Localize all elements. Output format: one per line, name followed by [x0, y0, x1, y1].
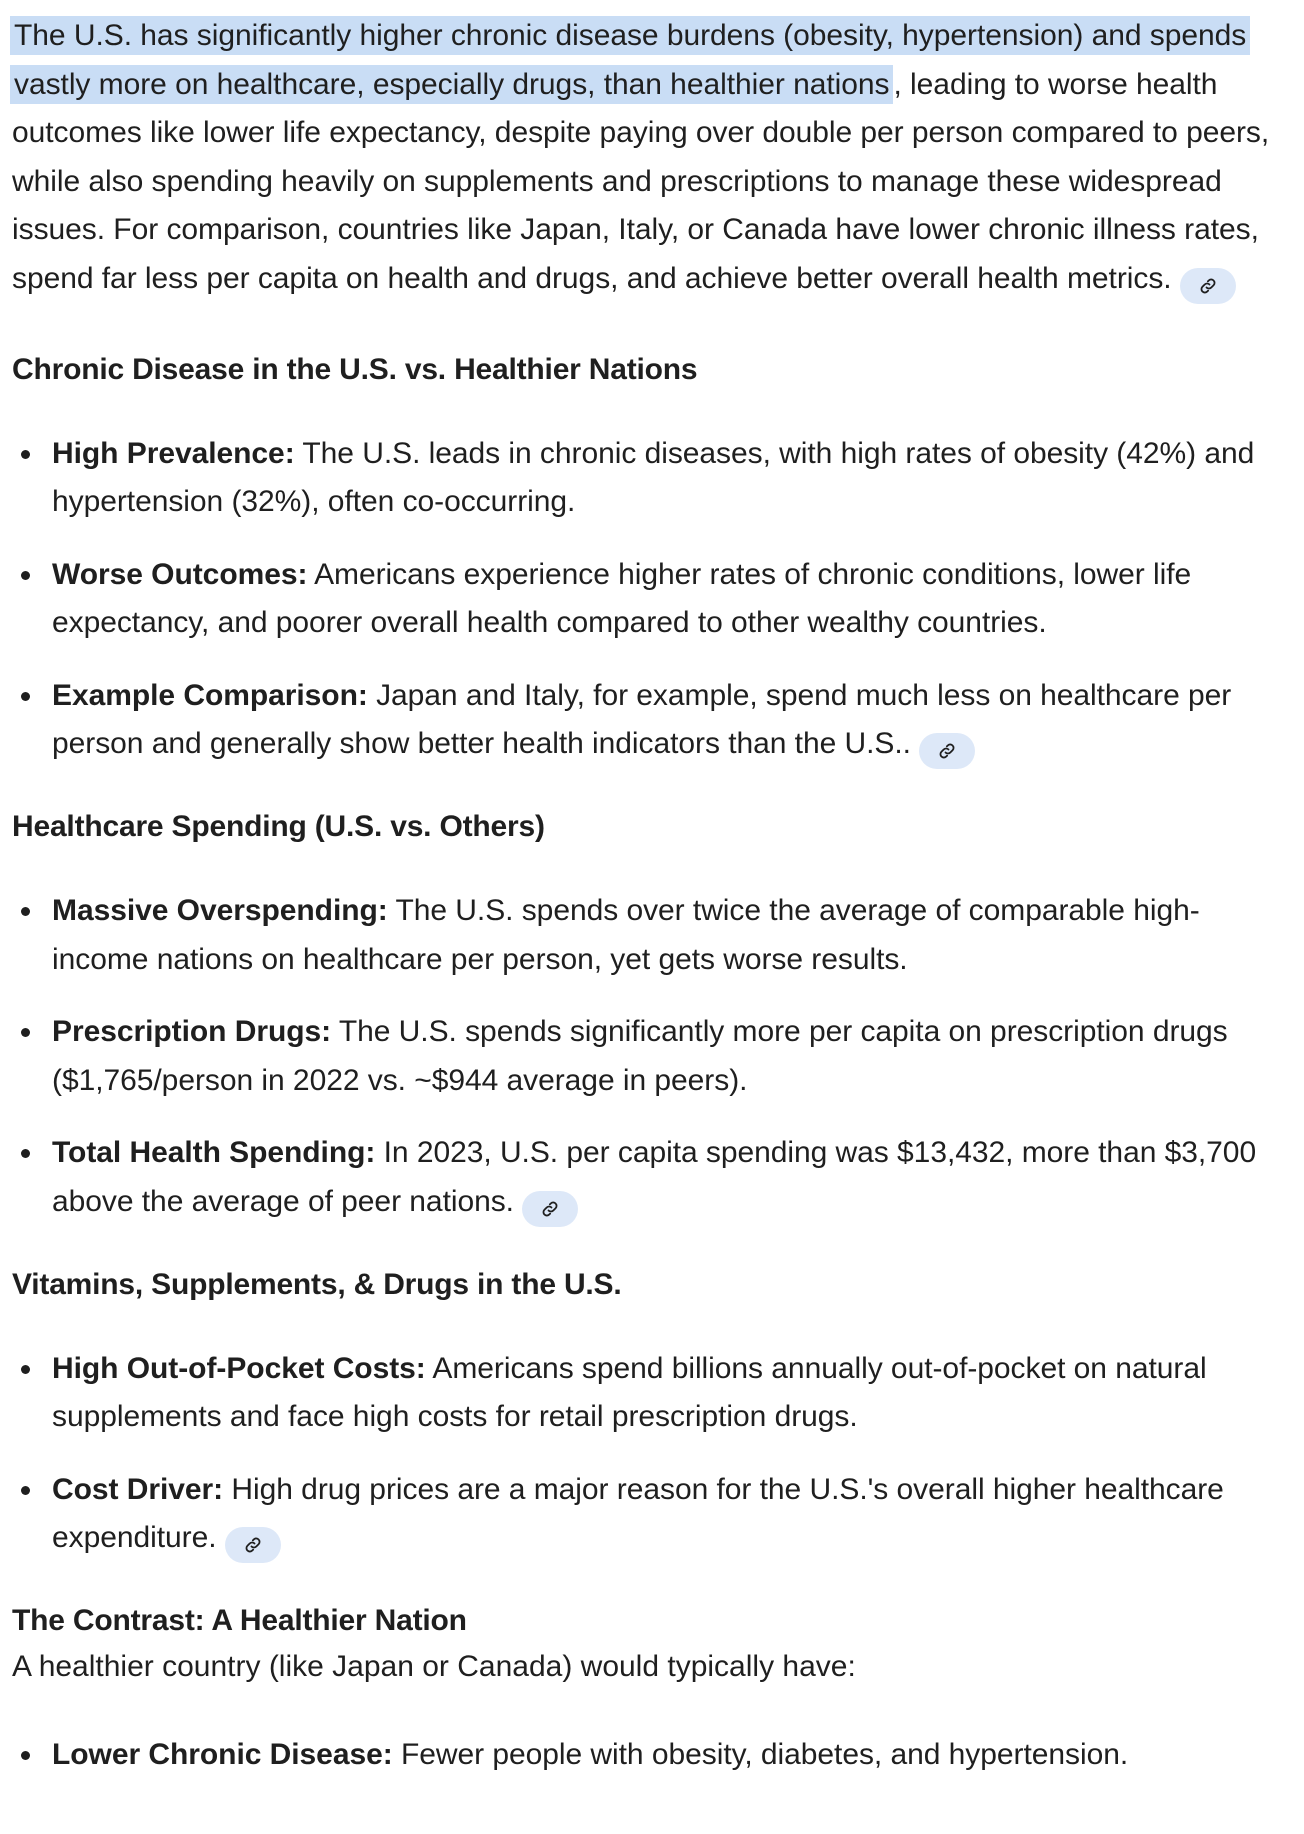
section-lead: A healthier country (like Japan or Canada) would typically have: [12, 1650, 856, 1683]
link-icon [1199, 277, 1217, 295]
bullet-dot [21, 450, 30, 459]
item-text: Fewer people with obesity, diabetes, and hypertension. [392, 1738, 1129, 1771]
citation-link-button[interactable] [522, 1191, 578, 1227]
bullet-dot [21, 1028, 30, 1037]
item-text: The U.S. leads in chronic diseases, with high rates of obesity (42%) and hypertension (32%), often co-occurring. [52, 436, 1255, 518]
item-term: Prescription Drugs: [52, 1015, 332, 1048]
bullet-dot [21, 1751, 30, 1760]
item-text: Japan and Italy, for example, spend much less on healthcare per person and generally show better health indicators than the U.S.. [52, 678, 1232, 760]
link-icon [244, 1536, 262, 1554]
item-term: High Prevalence: [52, 436, 295, 470]
item-text: The U.S. spends over twice the average of comparable high-income nations on healthcare per person, yet gets worse results. [52, 894, 1200, 976]
item-term: Worse Outcomes: [52, 557, 308, 591]
list-item [52, 1466, 1284, 1564]
bullet-dot [21, 1149, 30, 1158]
section-heading: Chronic Disease in the U.S. vs. Healthier Nations [12, 352, 698, 386]
link-icon [541, 1200, 559, 1218]
section-heading: Healthcare Spending (U.S. vs. Others) [12, 810, 545, 843]
section-heading: Vitamins, Supplements, & Drugs in the U.S. [12, 1267, 622, 1301]
list-item [52, 887, 1284, 984]
bullet-list [12, 887, 1284, 1227]
item-term: Lower Chronic Disease: [52, 1738, 393, 1771]
citation-link-button[interactable] [919, 733, 975, 769]
list-item [52, 1129, 1284, 1227]
bullet-dot [21, 1486, 30, 1495]
item-text: Americans experience higher rates of chronic conditions, lower life expectancy, and poorer overall health compared to other wealthy countries. [52, 557, 1192, 639]
section-heading: The Contrast: A Healthier Nation [12, 1604, 467, 1637]
intro-paragraph [12, 12, 1284, 304]
bullet-list [12, 1345, 1284, 1564]
item-text: In 2023, U.S. per capita spending was $13,432, more than $3,700 above the average of peer nations. [52, 1136, 1257, 1218]
item-term: Total Health Spending: [52, 1136, 376, 1169]
item-text: High drug prices are a major reason for the U.S.'s overall higher healthcare expenditure. [52, 1472, 1224, 1554]
link-icon [938, 742, 956, 760]
selected-text[interactable]: The U.S. has significantly higher chronic disease burdens (obesity, hypertension) and spends vastly more on healthcare, especially drugs, than healthier nations [10, 16, 1250, 104]
bullet-list [12, 1731, 1284, 1780]
bullet-dot [21, 1365, 30, 1374]
bullet-list [12, 430, 1284, 770]
citation-link-button[interactable] [225, 1527, 281, 1563]
bullet-dot [21, 692, 30, 701]
item-term: Cost Driver: [52, 1472, 224, 1506]
intro-text: , leading to worse health outcomes like lower life expectancy, despite paying over double per person compared to peers, while also spending heavily on supplements and prescriptions to manage these widespread issues. For comparison, countries like Japan, Italy, or Canada have lower chronic illness rates, spend far less per capita on health and drugs, and achieve better overall health metrics. [12, 67, 1270, 295]
list-item [52, 1008, 1284, 1105]
list-item [52, 1345, 1284, 1442]
bullet-dot [21, 571, 30, 580]
list-item [52, 672, 1284, 770]
item-text: Americans spend billions annually out-of-pocket on natural supplements and face high costs for retail prescription drugs. [52, 1351, 1207, 1433]
bullet-dot [21, 907, 30, 916]
item-term: Example Comparison: [52, 678, 368, 712]
item-term: Massive Overspending: [52, 894, 388, 927]
item-text: The U.S. spends significantly more per capita on prescription drugs ($1,765/person in 2022 vs. ~$944 average in peers). [52, 1015, 1228, 1097]
list-item [52, 1731, 1284, 1780]
item-term: High Out-of-Pocket Costs: [52, 1351, 426, 1385]
list-item [52, 430, 1284, 527]
list-item [52, 551, 1284, 648]
citation-link-button[interactable] [1180, 268, 1236, 304]
